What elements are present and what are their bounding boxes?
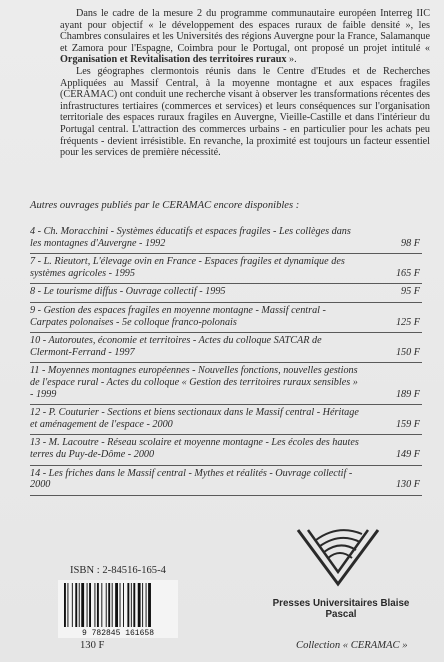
intro-paragraph-2: Les géographes clermontois réunis dans le Centre d'Etudes et de Recherches Appliquées au Massif Central, à la moyenne montagne et aux espaces fragiles (CERAMAC) ont conduit une recherche visant à observer les transformations récentes des infrastructures tertiaires (commerces et services) et leurs conséquences sur l'organisation territoriale des espaces ruraux fragiles en Auvergne, Vieille-Castille et dans l'intérieur du Portugal central. L'attraction des commerces urbains - en particulier pour les achats peu fréquents - devient irrésistible. En revanche, la proximité est toujours un facteur essentiel pour les services de première nécessité. [60,65,430,159]
barcode-icon [58,580,178,638]
list-item [30,284,422,303]
intro-text [60,8,430,159]
book-title: 8 - Le tourisme diffus - Ouvrage collectif - 1995 [30,286,226,298]
publisher-name: Presses Universitaires Blaise Pascal [272,598,410,620]
book-title: 4 - Ch. Moracchini - Systèmes éducatifs et espaces fragiles - Les collèges dans les montagnes d'Auvergne - 1992 [30,226,351,249]
book-title: 10 - Autoroutes, économie et territoires - Actes du colloque SATCAR de Clermont-Ferrand - 1997 [30,335,322,358]
book-title: 14 - Les friches dans le Massif central - Mythes et réalités - Ouvrage collectif - 2000 [30,467,353,491]
barcode-digits: 9 782845 161658 [81,629,155,638]
book-price: 189 F [395,388,420,400]
list-item [30,363,422,405]
book-title: 9 - Gestion des espaces fragiles en moyenne montagne - Massif central - Carpates polonaises - 5e colloque franco-polonais [30,304,326,328]
other-books-heading: Autres ouvrages publiés par le CERAMAC encore disponibles : [30,200,300,211]
publisher-logo-icon [290,520,386,592]
list-item [30,303,422,333]
book-price: 130 F [395,479,420,491]
list-item [30,333,422,363]
list-item [30,405,422,435]
book-title: 7 - L. Rieutort, L'élevage ovin en France - Espaces fragiles et dynamique des systèmes agricoles - 1995 [30,256,345,279]
book-price: 98 F [401,237,420,249]
books-list [30,224,422,496]
intro-paragraph-1 [60,8,430,66]
book-price: 150 F [395,346,420,358]
book-price: 149 F [395,448,420,460]
cover-price: 130 F [80,640,105,651]
book-title: 13 - M. Lacoutre - Réseau scolaire et moyenne montagne - Les écoles des hautes terres du Puy-de-Dôme - 2000 [30,437,359,460]
book-price: 159 F [395,418,420,430]
list-item [30,435,422,465]
book-title: 11 - Moyennes montagnes européennes - Nouvelles fonctions, nouvelles gestions de l'espace rural - Actes du colloque « Gestion des territoires ruraux sensibles » - 1999 [30,365,358,400]
intro-p1-end: ». [286,54,297,66]
project-title: Organisation et Revitalisation des territoires ruraux [60,54,287,66]
list-item [30,254,422,284]
intro-p1-start: Dans le cadre de la mesure 2 du programme communautaire européen Interreg IIC ayant pour objectif « le développement des espaces ruraux de faible densité », les Chambres consulaires et les Universités des régions Auvergne pour la France, Salamanque et Zamora pour l'Espagne, Coimbra pour le Portugal, ont proposé un projet intitulé « [60,8,430,54]
list-item [30,224,422,254]
book-title: 12 - P. Couturier - Sections et biens sectionaux dans le Massif central - Héritage et aménagement de l'espace - 2000 [30,407,359,430]
isbn: ISBN : 2-84516-165-4 [70,565,166,576]
book-price: 125 F [395,316,420,328]
book-price: 95 F [401,286,420,298]
book-price: 165 F [395,267,420,279]
collection-name: Collection « CERAMAC » [296,640,408,651]
list-item [30,466,422,496]
